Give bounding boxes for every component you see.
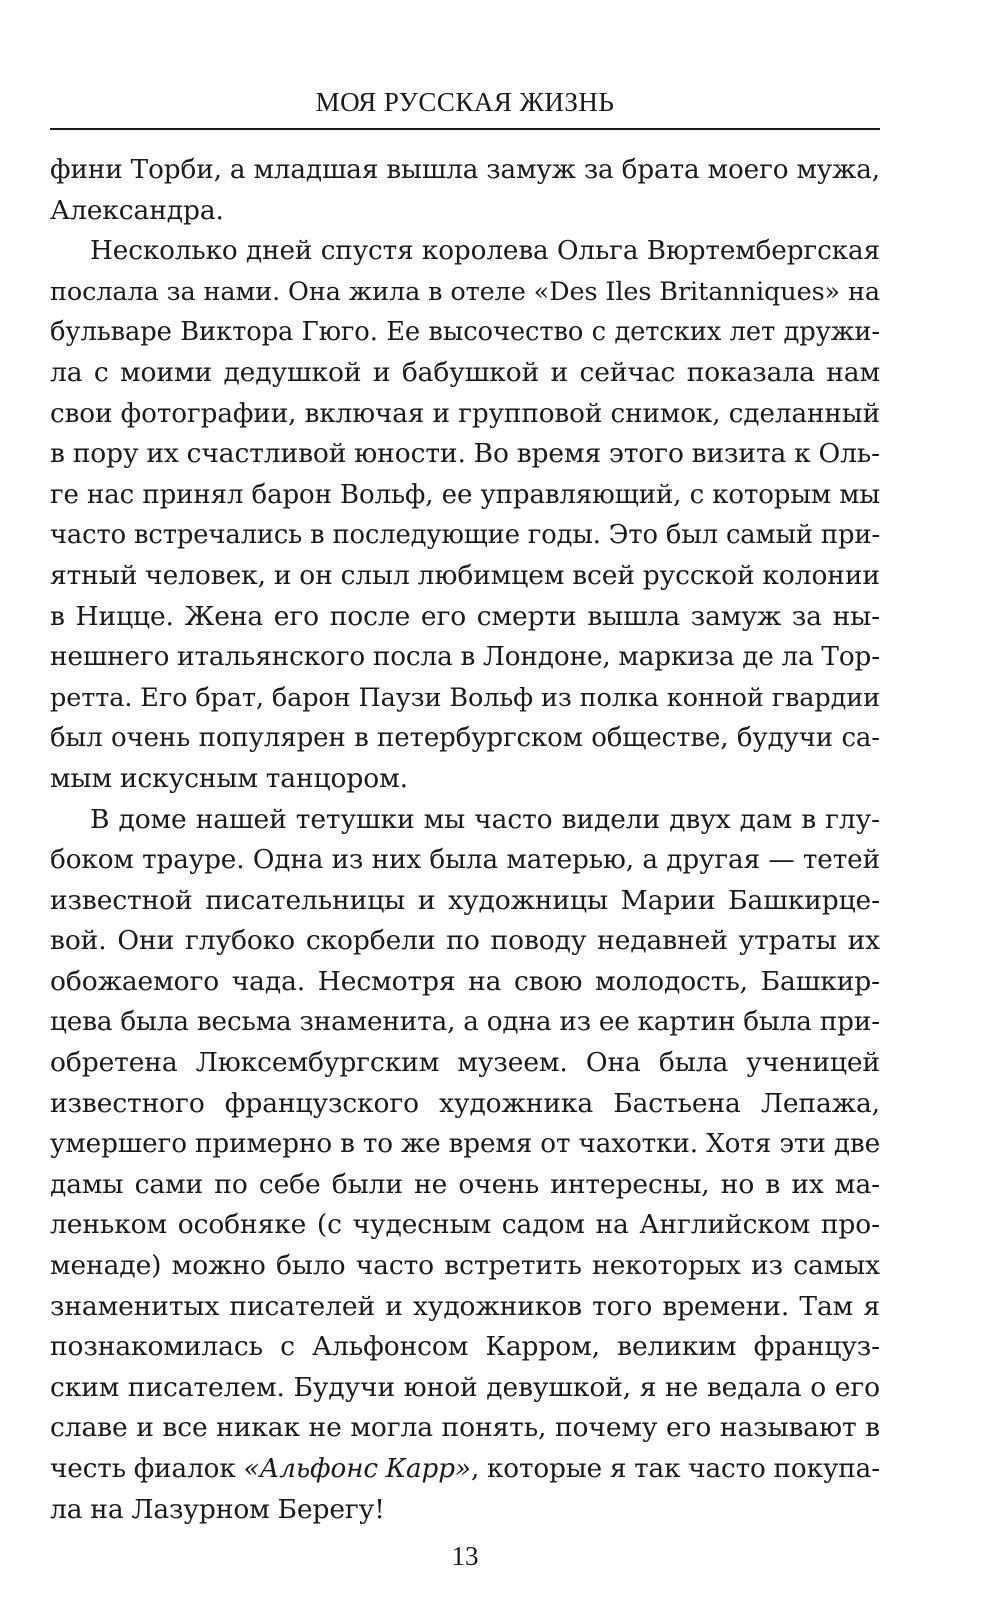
text-line: нешнего итальянского посла в Лондоне, маркиза де ла Тор- xyxy=(50,642,880,673)
text-line: ге нас принял барон Вольф, ее управляющий, с которым мы xyxy=(50,479,880,510)
text-line: в пору их счастливой юности. Во время этого визита к Оль- xyxy=(50,438,880,470)
text-line: послала за нами. Она жила в отеле «Des Iles Britanniques» на xyxy=(50,276,880,307)
text-line: обретена Люксембургским музеем. Она была ученицей xyxy=(50,1047,880,1079)
text-line: обожаемого чада. Несмотря на свою молодость, Башкир- xyxy=(50,965,880,997)
text-line: цева была весьма знаменита, а одна из ее картин была при- xyxy=(50,1007,880,1038)
header-rule xyxy=(50,128,880,130)
text-line: в Ницце. Жена его после его смерти вышла замуж за ны- xyxy=(50,600,880,632)
text-line: славе и все никак не могла понять, почему его называют в xyxy=(50,1412,880,1444)
running-head: МОЯ РУССКАЯ ЖИЗНЬ xyxy=(315,87,615,117)
text-line: Александра. xyxy=(50,194,224,226)
text-line: ским писателем. Будучи юной девушкой, я не ведала о его xyxy=(50,1371,880,1403)
italic-title: «Альфонс Карр» xyxy=(243,1454,471,1484)
text-line: был очень популярен в петербургском обществе, будучи са- xyxy=(50,723,880,754)
text-run: , которые я так часто покупа- xyxy=(470,1454,880,1484)
text-line: часто встречались в последующие годы. Это был самый при- xyxy=(50,520,880,551)
text-line: Несколько дней спустя королева Ольга Вюртембергская xyxy=(90,236,880,267)
text-line: леньком особняке (с чудесным садом на Английском про- xyxy=(50,1209,880,1241)
text-line: свои фотографии, включая и групповой снимок, сделанный xyxy=(50,398,880,429)
text-line: познакомилась с Альфонсом Карром, великим француз- xyxy=(50,1331,880,1363)
text-line: фини Торби, а младшая вышла замуж за брата моего мужа, xyxy=(50,155,880,185)
text-line: вой. Они глубоко скорбели по поводу недавней утраты их xyxy=(50,925,880,957)
text-line: менаде) можно было часто встретить некоторых из самых xyxy=(50,1250,880,1282)
text-line-with-italic xyxy=(50,1449,880,1490)
text-line: мым искусным танцором. xyxy=(50,762,408,794)
page-number: 13 xyxy=(451,1541,479,1571)
body-text xyxy=(50,150,880,1530)
text-line: ретта. Его брат, барон Паузи Вольф из полка конной гвардии xyxy=(50,682,880,713)
text-line: известного французского художника Бастьена Лепажа, xyxy=(50,1087,880,1119)
text-line: известной писательницы и художницы Марии Башкирце- xyxy=(50,884,880,916)
text-line: ла с моими дедушкой и бабушкой и сейчас показала нам xyxy=(50,356,880,388)
text-run: честь фиалок xyxy=(50,1454,244,1484)
text-line: боком трауре. Одна из них была матерью, а другая — тетей xyxy=(50,845,880,876)
text-line: ятный человек, и он слыл любимцем всей русской колонии xyxy=(50,559,880,591)
text-line: бульваре Виктора Гюго. Ее высочество с детских лет дружи- xyxy=(50,317,880,348)
text-line: ла на Лазурном Берегу! xyxy=(50,1493,385,1525)
text-line: дамы сами по себе были не очень интересны, но в их ма- xyxy=(50,1168,880,1200)
text-line: В доме нашей тетушки мы часто видели двух дам в глу- xyxy=(90,803,880,835)
text-line: умершего примерно в то же время от чахотки. Хотя эти две xyxy=(50,1129,880,1160)
text-line: знаменитых писателей и художников того времени. Там я xyxy=(50,1290,880,1322)
